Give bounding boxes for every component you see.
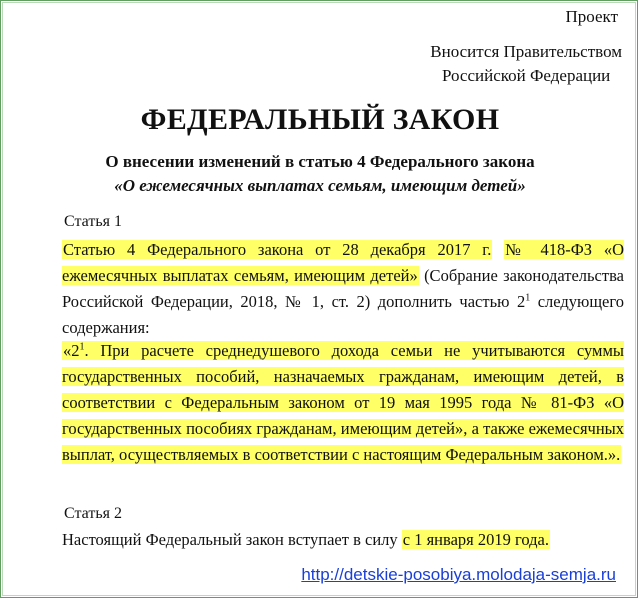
article-2-text: Настоящий Федеральный закон вступает в силу xyxy=(62,530,402,549)
draft-label: Проект xyxy=(565,7,618,26)
article-1-paragraph-2 xyxy=(62,338,624,468)
article-1-paragraph-1-end: следующего содержания: xyxy=(62,292,624,337)
new-part-number: «2 xyxy=(63,341,80,360)
superscript: 1 xyxy=(525,292,531,304)
highlight-new-part xyxy=(62,341,624,464)
highlight-effective-date: с 1 января 2019 года. xyxy=(402,530,549,549)
new-part-text: . При расчете среднедушевого дохода семьи не учитываются суммы государственных пособий, назначаемых гражданам, имеющим детей, в соответствии с Федеральным законом от 19 мая 1995 года № 81-ФЗ «О государственных пособиях гражданам, имеющим детей», а также ежемесячных выплат, осуществляемых в соответствии с настоящим Федеральным законом.». xyxy=(62,341,624,464)
article-1-heading: Статья 1 xyxy=(64,213,122,230)
submitter-line-2: Российской Федерации xyxy=(441,66,611,85)
article-1-paragraph-1-text: (Собрание законодательства Российской Федерации, 2018, № 1, ст. 2) дополнить частью 2 xyxy=(62,266,624,311)
law-title: ФЕДЕРАЛЬНЫЙ ЗАКОН xyxy=(140,103,500,136)
article-2-heading: Статья 2 xyxy=(64,505,122,522)
subtitle-line-2: «О ежемесячных выплатах семьям, имеющим детей» xyxy=(114,176,526,195)
submitter-block xyxy=(430,40,622,88)
highlight-law-reference-1: Статью 4 Федерального закона от 28 декабря 2017 г. xyxy=(63,240,492,259)
law-subtitle xyxy=(0,150,640,198)
submitter-line-1: Вносится Правительством xyxy=(430,42,622,61)
source-link[interactable]: http://detskie-posobiya.molodaja-semja.ru xyxy=(301,565,616,584)
article-1-paragraph-1 xyxy=(62,237,624,341)
article-2-paragraph xyxy=(62,527,624,553)
superscript: 1 xyxy=(79,341,85,353)
subtitle-line-1: О внесении изменений в статью 4 Федерального закона xyxy=(105,152,535,171)
highlight-law-reference-2: № 418-ФЗ «О ежемесячных выплатах семьям, имеющим детей» xyxy=(62,240,624,285)
